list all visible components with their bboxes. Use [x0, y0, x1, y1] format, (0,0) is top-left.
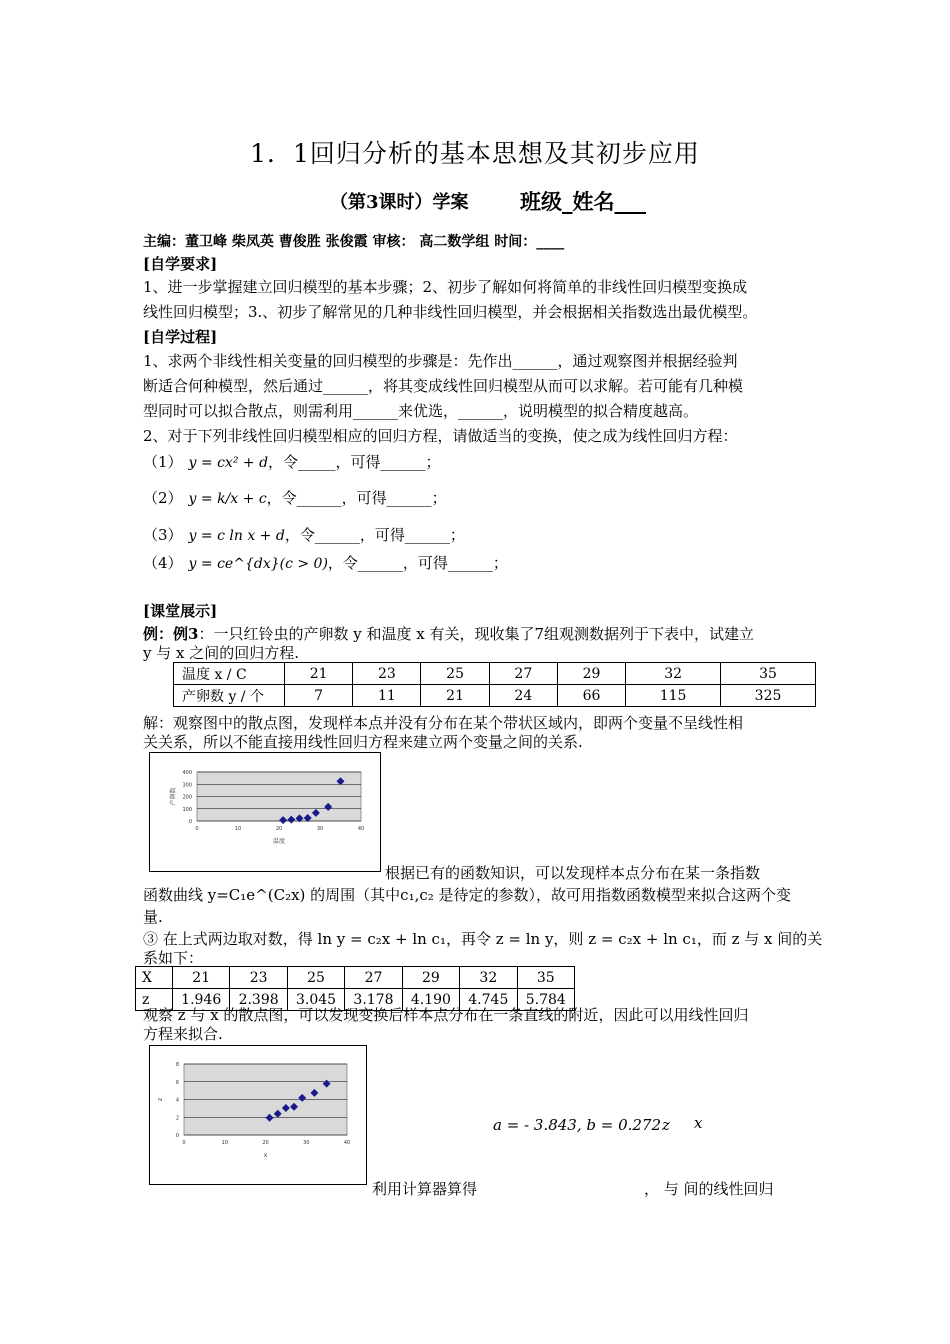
x-tick-label: 20 — [262, 1140, 269, 1146]
transform-item-3: （3） y = c ln x + d，令______，可得______； — [143, 526, 465, 544]
y-tick-label: 6 — [175, 1079, 179, 1086]
x-axis-label: 温度 — [272, 838, 286, 845]
x-tick-label: 0 — [195, 826, 199, 832]
table-cell: 115 — [626, 685, 721, 707]
editors-line: 主编：董卫峰 柴凤英 曹俊胜 张俊霞 审核： 高二数学组 时间：____ — [143, 234, 565, 250]
example-line-2: y 与 x 之间的回归方程. — [143, 644, 300, 662]
process-line-3: 型同时可以拟合散点，则需利用______来优选，______，说明模型的拟合精度越高。 — [143, 402, 699, 420]
bottom-text-left: 利用计算器算得 — [372, 1180, 478, 1198]
requirements-line-2: 线性回归模型；3.、初步了解常见的几种非线性回归模型，并会根据相关指数选出最优模型。 — [143, 303, 758, 321]
table-cell: 21 — [173, 967, 230, 989]
table-cell: 29 — [557, 663, 625, 685]
y-axis-label: z — [157, 1097, 164, 1102]
table-row — [136, 967, 575, 989]
table-row-label: z — [136, 989, 173, 1011]
table-cell: 21 — [421, 685, 489, 707]
table-row-label: X — [136, 967, 173, 989]
x-tick-label: 20 — [275, 826, 283, 832]
table-cell: 4.745 — [460, 989, 517, 1011]
formula-2: y = k/x + c — [188, 491, 267, 507]
y-tick-label: 4 — [175, 1097, 179, 1104]
x-tick-label: 40 — [343, 1140, 351, 1146]
regression-coefficients: a = - 3.843, b = 0.272 — [493, 1116, 662, 1134]
x-tick-label: 0 — [182, 1140, 186, 1146]
table-cell: 11 — [353, 685, 421, 707]
transform-item-2: （2） y = k/x + c，令______，可得______； — [143, 489, 447, 507]
formula-3: y = c ln x + d — [188, 528, 285, 544]
process-line-4: 2、对于下列非线性回归模型相应的回归方程，请做适当的变换，使之成为线性回归方程： — [143, 427, 738, 445]
solution-line-1: 解：观察图中的散点图，发现样本点并没有分布在某个带状区域内，即两个变量不呈线性相 — [143, 714, 744, 732]
scatter-plot-svg — [150, 1046, 366, 1184]
y-axis-label: 产卵数 — [170, 787, 177, 806]
y-tick-label: 300 — [182, 782, 192, 789]
x-tick-label: 30 — [316, 826, 324, 832]
table-cell: 35 — [517, 967, 574, 989]
table-cell: 27 — [345, 967, 402, 989]
page-title: 1．1回归分析的基本思想及其初步应用 — [250, 139, 700, 168]
x-tick-label: 10 — [221, 1140, 228, 1146]
table-cell: 35 — [721, 663, 816, 685]
variable-z: z — [662, 1116, 670, 1134]
table-cell: 2.398 — [230, 989, 287, 1011]
process-line-2: 断适合何种模型，然后通过______，将其变成线性回归模型从而可以求解。若可能有几种模 — [143, 377, 744, 395]
variable-x: x — [694, 1114, 703, 1132]
y-tick-label: 2 — [175, 1115, 179, 1122]
data-table-temperature-eggs — [173, 662, 816, 707]
example-line-1: 例：例3：一只红铃虫的产卵数 y 和温度 x 有关，现收集了7组观测数据列于下表中，试建立 — [143, 625, 754, 643]
table-cell: 24 — [489, 685, 557, 707]
formula-4: y = ce^{dx}(c > 0) — [188, 556, 328, 572]
log-transform-line-1: ③ 在上式两边取对数，得 ln y = c₂x + ln c₁，再令 z = ln y，则 z = c₂x + ln c₁，而 z 与 x 间的关 — [143, 930, 823, 948]
lesson-subtitle: （第3课时）学案 — [330, 192, 469, 213]
section-heading-requirements: [自学要求] — [143, 255, 218, 273]
table-cell: 5.784 — [517, 989, 574, 1011]
scatter-chart-eggs — [149, 752, 381, 872]
class-name-line: 班级_姓名___ — [520, 189, 646, 214]
table-cell: 23 — [353, 663, 421, 685]
table-cell: 25 — [421, 663, 489, 685]
table-cell: 3.178 — [345, 989, 402, 1011]
solution-line-2: 关关系，所以不能直接用线性回归方程来建立两个变量之间的关系. — [143, 733, 583, 751]
process-line-1: 1、求两个非线性相关变量的回归模型的步骤是：先作出______，通过观察图并根据经验判 — [143, 352, 738, 370]
table-cell: 325 — [721, 685, 816, 707]
y-tick-label: 0 — [188, 819, 192, 825]
table-cell: 32 — [626, 663, 721, 685]
formula-1: y = cx² + d — [188, 455, 269, 471]
x-tick-label: 30 — [303, 1140, 310, 1146]
table-cell: 3.045 — [287, 989, 344, 1011]
exp-model-line-2: 量. — [143, 908, 163, 926]
table-cell: 4.190 — [402, 989, 459, 1011]
bottom-text-right: ， 与 间的线性回归 — [644, 1180, 774, 1198]
transform-item-4: （4） y = ce^{dx}(c > 0)，令______，可得______； — [143, 554, 508, 572]
observation-line-1: 观察 z 与 x 的散点图，可以发现变换后样本点分布在一条直线的附近，因此可以用线性回归 — [143, 1006, 749, 1024]
requirements-line-1: 1、进一步掌握建立回归模型的基本步骤；2、初步了解如何将简单的非线性回归模型变换成 — [143, 278, 748, 296]
x-tick-label: 10 — [234, 826, 242, 832]
table-cell: 27 — [489, 663, 557, 685]
table-cell: 7 — [285, 685, 353, 707]
transform-item-1: （1） y = cx² + d，令_____，可得______； — [143, 453, 441, 471]
table-cell: 32 — [460, 967, 517, 989]
y-tick-label: 8 — [175, 1062, 179, 1068]
table-cell: 66 — [557, 685, 625, 707]
after-chart-line: 根据已有的函数知识，可以发现样本点分布在某一条指数 — [385, 864, 761, 882]
section-heading-process: [自学过程] — [143, 328, 218, 346]
table-row-label: 产卵数 y / 个 — [174, 685, 285, 707]
section-heading-class-show: [课堂展示] — [143, 602, 218, 620]
y-tick-label: 100 — [182, 806, 192, 813]
y-tick-label: 0 — [175, 1133, 179, 1139]
table-cell: 29 — [402, 967, 459, 989]
table-row — [174, 663, 816, 685]
table-cell: 21 — [285, 663, 353, 685]
x-tick-label: 40 — [357, 826, 365, 832]
scatter-plot-svg — [150, 753, 380, 871]
table-row — [174, 685, 816, 707]
table-cell: 1.946 — [173, 989, 230, 1011]
table-row-label: 温度 x / C — [174, 663, 285, 685]
exp-model-line-1: 函数曲线 y=C₁e^(C₂x) 的周围（其中c₁,c₂ 是待定的参数），故可用指数函数模型来拟合这两个变 — [143, 886, 792, 904]
log-transform-line-2: 系如下： — [143, 949, 204, 967]
y-tick-label: 400 — [182, 770, 192, 776]
y-tick-label: 200 — [182, 794, 192, 801]
table-cell: 25 — [287, 967, 344, 989]
scatter-chart-z-x — [149, 1045, 367, 1185]
x-axis-label: x — [263, 1152, 268, 1159]
observation-line-2: 方程来拟合. — [143, 1025, 223, 1043]
table-cell: 23 — [230, 967, 287, 989]
